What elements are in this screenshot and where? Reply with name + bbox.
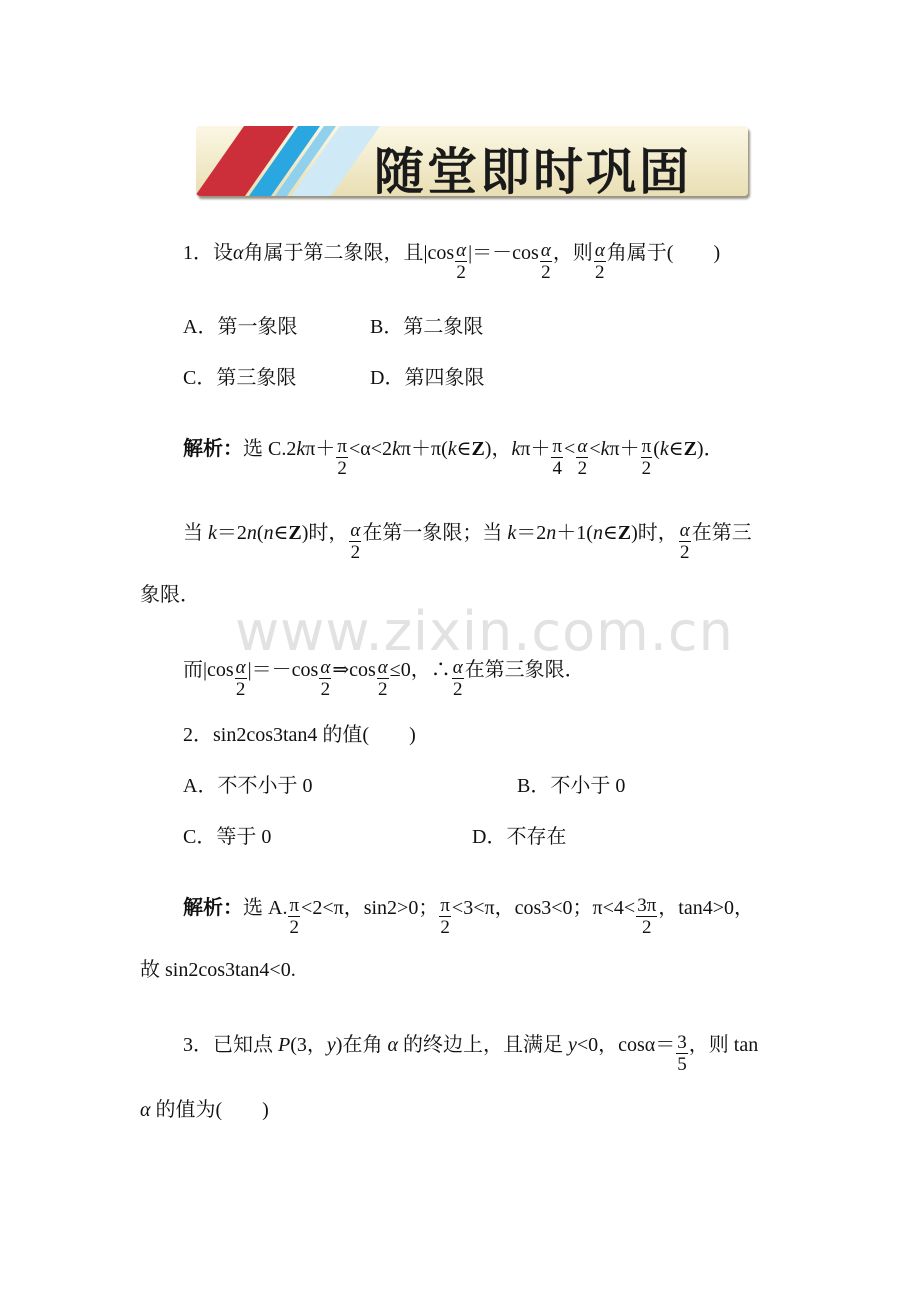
watermark: www.zixin.com.cn	[235, 600, 734, 663]
q2-option-c: C．等于 0	[183, 826, 272, 848]
q1-solution-line4: 而|cos $\frac{\alpha}{2}$ |＝－cos $\frac{\alpha}{2}$ ⇒cos $\frac{\alpha}{2}$ ≤0，∴ $\frac{\alpha}{2}$ 在第三象限．	[183, 657, 585, 700]
q2-solution-line2: 故 sin2cos3tan4<0.	[140, 959, 296, 981]
q1-stem: 1．设α角属于第二象限，且|cos $\frac{\alpha}{2}$ |＝－cos $\frac{\alpha}{2}$ ，则 $\frac{\alpha}{2}$ 角属于( )	[183, 240, 721, 283]
q3-stem-line2: α 的值为( )	[140, 1099, 269, 1121]
section-banner	[196, 126, 748, 196]
q1-option-b: B．第二象限	[370, 316, 484, 338]
frac-alpha-2: $\frac{\alpha}{2}$	[540, 240, 551, 283]
frac-alpha-2: $\frac{\alpha}{2}$	[594, 240, 605, 283]
q3-stem: 3．已知点 P(3，y)在角 α 的终边上，且满足 y<0，cosα＝ $\frac{3}{5}$ ，则 tan	[183, 1032, 759, 1075]
frac-alpha-2: $\frac{\alpha}{2}$	[456, 240, 467, 283]
q1-solution-line3: 象限．	[140, 584, 200, 606]
q2-solution-line1: 解析：选 A. $\frac{\pi}{2}$ <2<π，sin2>0； $\frac{\pi}{2}$ <3<π，cos3<0；π<4< $\frac{3\pi}{2}$ ，tan4>0，	[183, 895, 754, 938]
q1-option-c: C．第三象限	[183, 367, 297, 389]
q2-stem: 2．sin2cos3tan4 的值( )	[183, 724, 416, 746]
q1-solution-line1: 解析：选 C.2kπ＋ $\frac{\pi}{2}$ <α<2kπ＋π(k∈Z)，kπ＋ $\frac{\pi}{4}$ < $\frac{\alpha}{2}$ <kπ＋ $\frac{\pi}{2}$ (k∈Z)．	[183, 436, 724, 479]
q2-option-a: A．不不小于 0	[183, 775, 313, 797]
q1-option-d: D．第四象限	[370, 367, 485, 389]
q1-solution-line2: 当 k＝2n(n∈Z)时， $\frac{\alpha}{2}$ 在第一象限；当 k＝2n＋1(n∈Z)时， $\frac{\alpha}{2}$ 在第三	[183, 520, 752, 563]
q1-option-a: A．第一象限	[183, 316, 298, 338]
q2-option-d: D．不存在	[472, 826, 567, 848]
q2-option-b: B．不小于 0	[517, 775, 626, 797]
banner-title: 随堂即时巩固	[374, 143, 692, 196]
